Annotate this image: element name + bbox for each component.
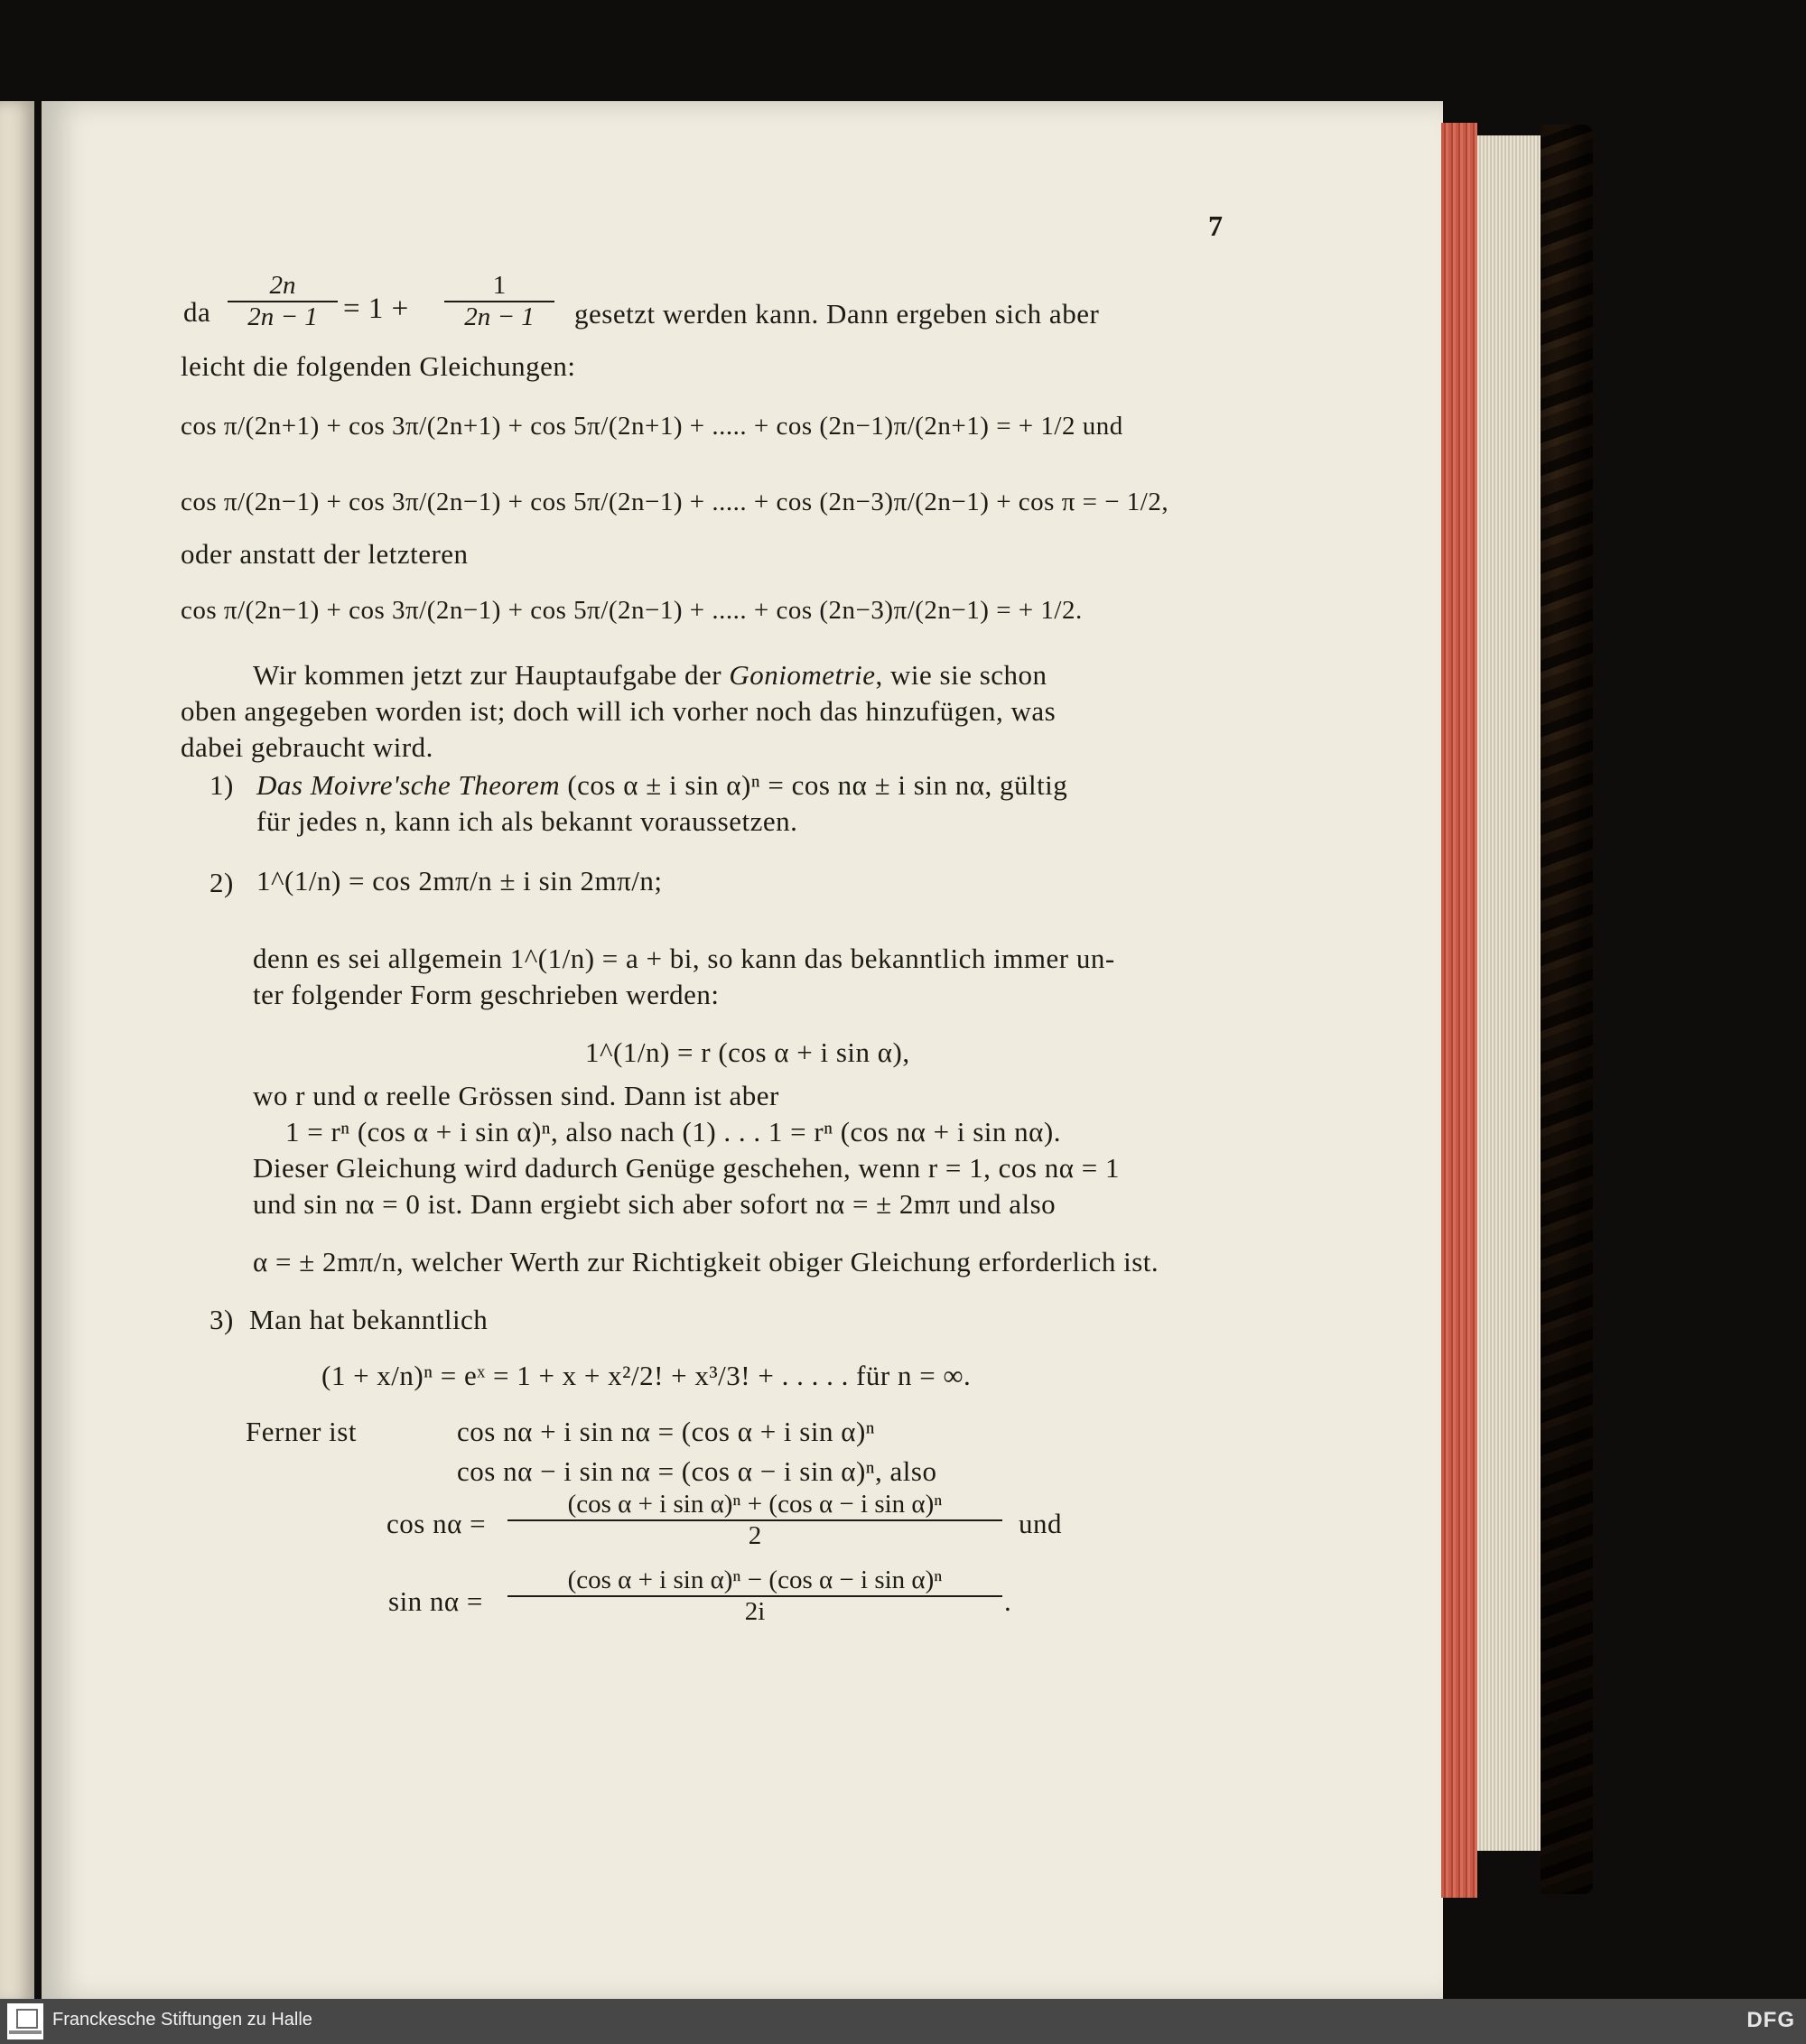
text-moivre-theorem: Das Moivre'sche Theorem [256,769,561,801]
text-line2: leicht die folgenden Gleichungen: [181,350,576,382]
equation-ferner-1: cos nα + i sin nα = (cos α + i sin α)ⁿ [457,1416,876,1447]
equation-exponential: (1 + x/n)ⁿ = eˣ = 1 + x + x²/2! + x³/3! + . . . . . für n = ∞. [321,1360,972,1391]
text-moivre-formula: (cos α ± i sin α)ⁿ = cos nα ± i sin nα, gültig [567,769,1068,801]
fraction-cos-n-alpha: $\frac{\text{(cos α + i sin α)ⁿ + (cos α − i sin α)ⁿ}}{2}$ [507,1490,1002,1551]
left-page-edge [0,101,34,2004]
page-number: 7 [1208,209,1224,242]
paragraph-line1 [253,659,1047,692]
page-block [1477,135,1548,1851]
marbled-cover [1541,125,1593,1894]
item-number-2: 2) [209,867,234,898]
item-number-1: 1) [209,769,234,801]
text-line3: oder anstatt der letzteren [181,538,469,570]
text-sin-lhs: sin nα = [388,1585,483,1617]
dfg-logo: DFG [1746,2008,1795,2032]
text-und: und [1019,1508,1062,1539]
equation-polar-form: 1^(1/n) = r (cos α + i sin α), [585,1036,910,1068]
text-ferner-ist: Ferner ist [246,1416,357,1447]
footer-bar [0,1999,1806,2044]
equation-cos-sum-1: cos π/(2n+1) + cos 3π/(2n+1) + cos 5π/(2n+1) + ..... + cos (2n−1)π/(2n+1) = + 1/2 und [181,412,1123,441]
text-da: da [183,296,211,328]
equation-cos-sum-3: cos π/(2n−1) + cos 3π/(2n−1) + cos 5π/(2n−1) + ..... + cos (2n−3)π/(2n−1) = + 1/2. [181,596,1083,625]
item2-line3: wo r und α reelle Grössen sind. Dann ist aber [253,1080,779,1111]
institution-logo [7,2003,43,2039]
item2-line2: ter folgender Form geschrieben werden: [253,979,720,1010]
paragraph-line3: dabei gebraucht wird. [181,731,433,763]
fraction-1-over-2n-1: $\frac{1}{2n - 1}$ [444,271,554,332]
logo-mark [16,2009,38,2029]
text-final-dot: . [1004,1585,1012,1617]
item2-line4: Dieser Gleichung wird dadurch Genüge geschehen, wenn r = 1, cos nα = 1 [253,1152,1120,1184]
equation-root-of-unity: 1^(1/n) = cos 2mπ/n ± i sin 2mπ/n; [256,865,663,897]
item1-line2: für jedes n, kann ich als bekannt voraussetzen. [256,805,798,837]
item-number-3: 3) [209,1304,234,1335]
logo-caption-bar [9,2030,42,2034]
text-goniometrie: Goniometrie [729,659,876,691]
paragraph-line2: oben angegeben worden ist; doch will ich vorher noch das hinzufügen, was [181,695,1057,727]
item2-line6: α = ± 2mπ/n, welcher Werth zur Richtigkeit obiger Gleichung erforderlich ist. [253,1246,1159,1278]
item1-line1 [256,769,1067,802]
page-edges-red [1441,123,1477,1898]
equation-cos-sum-2: cos π/(2n−1) + cos 3π/(2n−1) + cos 5π/(2n−1) + ..... + cos (2n−3)π/(2n−1) + cos π = − 1/2, [181,488,1169,516]
footer-institution: Franckesche Stiftungen zu Halle [52,2010,312,2030]
text-p1c: , wie sie schon [875,659,1047,691]
equation-ferner-2: cos nα − i sin nα = (cos α − i sin α)ⁿ, also [457,1455,937,1487]
text-p1a: Wir kommen jetzt zur Hauptaufgabe der [253,659,722,691]
fraction-2n-over-2n-1: $\frac{2n}{2n - 1}$ [228,271,338,332]
text-cos-lhs: cos nα = [386,1508,487,1539]
equation-rn: 1 = rⁿ (cos α + i sin α)ⁿ, also nach (1) . . . 1 = rⁿ (cos nα + i sin nα). [285,1116,1061,1147]
item2-line1: denn es sei allgemein 1^(1/n) = a + bi, so kann das bekanntlich immer un- [253,943,1115,974]
item2-line5: und sin nα = 0 ist. Dann ergiebt sich aber sofort nα = ± 2mπ und also [253,1188,1057,1220]
text-line1-tail: gesetzt werden kann. Dann ergeben sich aber [574,298,1100,330]
text-equals-one-plus: = 1 + [343,293,409,325]
item3-line1: Man hat bekanntlich [249,1304,489,1335]
fraction-sin-n-alpha: $\frac{\text{(cos α + i sin α)ⁿ − (cos α − i sin α)ⁿ}}{2i}$ [507,1566,1002,1627]
